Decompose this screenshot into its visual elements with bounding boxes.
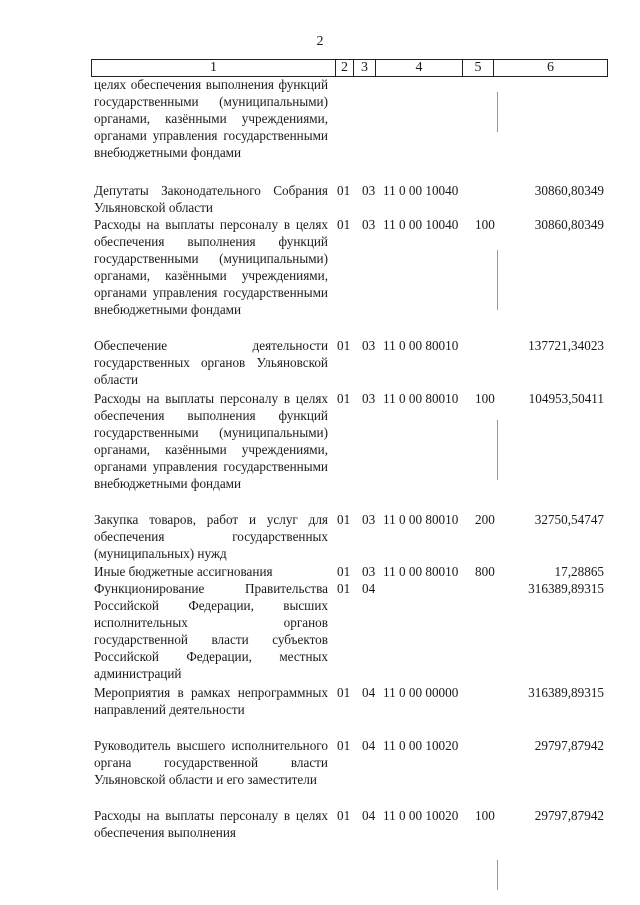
- header-col-1: 1: [210, 60, 217, 75]
- row-code-4: 11 0 00 00000: [383, 685, 459, 700]
- row-code-5: 100: [475, 391, 495, 406]
- row-code-4: 11 0 00 80010: [383, 564, 459, 579]
- row-code-4: 11 0 00 10020: [383, 738, 459, 753]
- row-amount: 316389,89315: [528, 581, 604, 596]
- row-name: целях обеспечения выполнения функций государственными (муниципальными) органами, казёнными учреждениями, органами управления государственными внебюджетными фондами: [94, 77, 328, 160]
- row-amount: 30860,80349: [534, 183, 604, 198]
- page-number: 2: [316, 34, 324, 49]
- row-amount: 32750,54747: [534, 512, 604, 527]
- row-code-2: 01: [337, 738, 351, 753]
- row-code-3: 03: [362, 183, 376, 198]
- row-code-2: 01: [337, 808, 351, 823]
- row-code-4: 11 0 00 80010: [383, 512, 459, 527]
- row-code-2: 01: [337, 217, 351, 232]
- row-code-5: 200: [475, 512, 495, 527]
- header-col-3: 3: [361, 60, 368, 75]
- row-code-2: 01: [337, 512, 351, 527]
- row-code-3: 04: [362, 808, 376, 823]
- row-amount: 104953,50411: [528, 391, 604, 406]
- row-name: Расходы на выплаты персоналу в целях обеспечения выполнения функций государственными (муниципальными) органами, казёнными учреждениями, органами управления государственными внебюджетными фондами: [94, 217, 328, 317]
- row-amount: 30860,80349: [534, 217, 604, 232]
- row-code-3: 04: [362, 685, 376, 700]
- row-name: Руководитель высшего исполнительного органа государственной власти Ульяновской области и его заместители: [94, 738, 328, 787]
- row-code-2: 01: [337, 581, 351, 596]
- row-code-4: 11 0 00 80010: [383, 338, 459, 353]
- row-name: Депутаты Законодательного Собрания Ульяновской области: [94, 183, 328, 215]
- row-name: Мероприятия в рамках непрограммных направлений деятельности: [94, 685, 328, 717]
- row-code-4: 11 0 00 80010: [383, 391, 459, 406]
- row-code-2: 01: [337, 685, 351, 700]
- row-code-3: 03: [362, 338, 376, 353]
- row-code-4: 11 0 00 10040: [383, 217, 459, 232]
- row-name: Расходы на выплаты персоналу в целях обеспечения выполнения: [94, 808, 328, 840]
- row-amount: 137721,34023: [528, 338, 604, 353]
- row-amount: 316389,89315: [528, 685, 604, 700]
- row-name: Закупка товаров, работ и услуг для обеспечения государственных (муниципальных) нужд: [94, 512, 328, 561]
- row-name: Обеспечение деятельности государственных органов Ульяновской области: [94, 338, 328, 387]
- row-code-3: 04: [362, 581, 376, 596]
- row-code-3: 03: [362, 391, 376, 406]
- row-code-3: 03: [362, 512, 376, 527]
- row-name: Функционирование Правительства Российской Федерации, высших исполнительных органов государственной власти субъектов Российской Федерации, местных администраций: [94, 581, 328, 681]
- row-code-5: 100: [475, 217, 495, 232]
- header-col-5: 5: [474, 60, 482, 75]
- table-header: [91, 59, 608, 77]
- row-code-3: 04: [362, 738, 376, 753]
- row-code-5: 100: [475, 808, 495, 823]
- header-col-4: 4: [415, 60, 423, 75]
- row-code-4: 11 0 00 10040: [383, 183, 459, 198]
- row-code-2: 01: [337, 183, 351, 198]
- row-code-2: 01: [337, 338, 351, 353]
- row-name: Расходы на выплаты персоналу в целях обеспечения выполнения функций государственными (муниципальными) органами, казёнными учреждениями, органами управления государственными внебюджетными фондами: [94, 391, 328, 491]
- row-name: Иные бюджетные ассигнования: [94, 564, 273, 579]
- row-amount: 29797,87942: [534, 808, 604, 823]
- row-code-5: 800: [475, 564, 495, 579]
- row-code-2: 01: [337, 391, 351, 406]
- row-code-3: 03: [362, 217, 376, 232]
- row-amount: 29797,87942: [534, 738, 604, 753]
- row-code-3: 03: [362, 564, 376, 579]
- header-col-2: 2: [341, 60, 348, 75]
- row-amount: 17,28865: [554, 564, 604, 579]
- row-code-2: 01: [337, 564, 351, 579]
- row-code-4: 11 0 00 10020: [383, 808, 459, 823]
- header-col-6: 6: [547, 60, 554, 75]
